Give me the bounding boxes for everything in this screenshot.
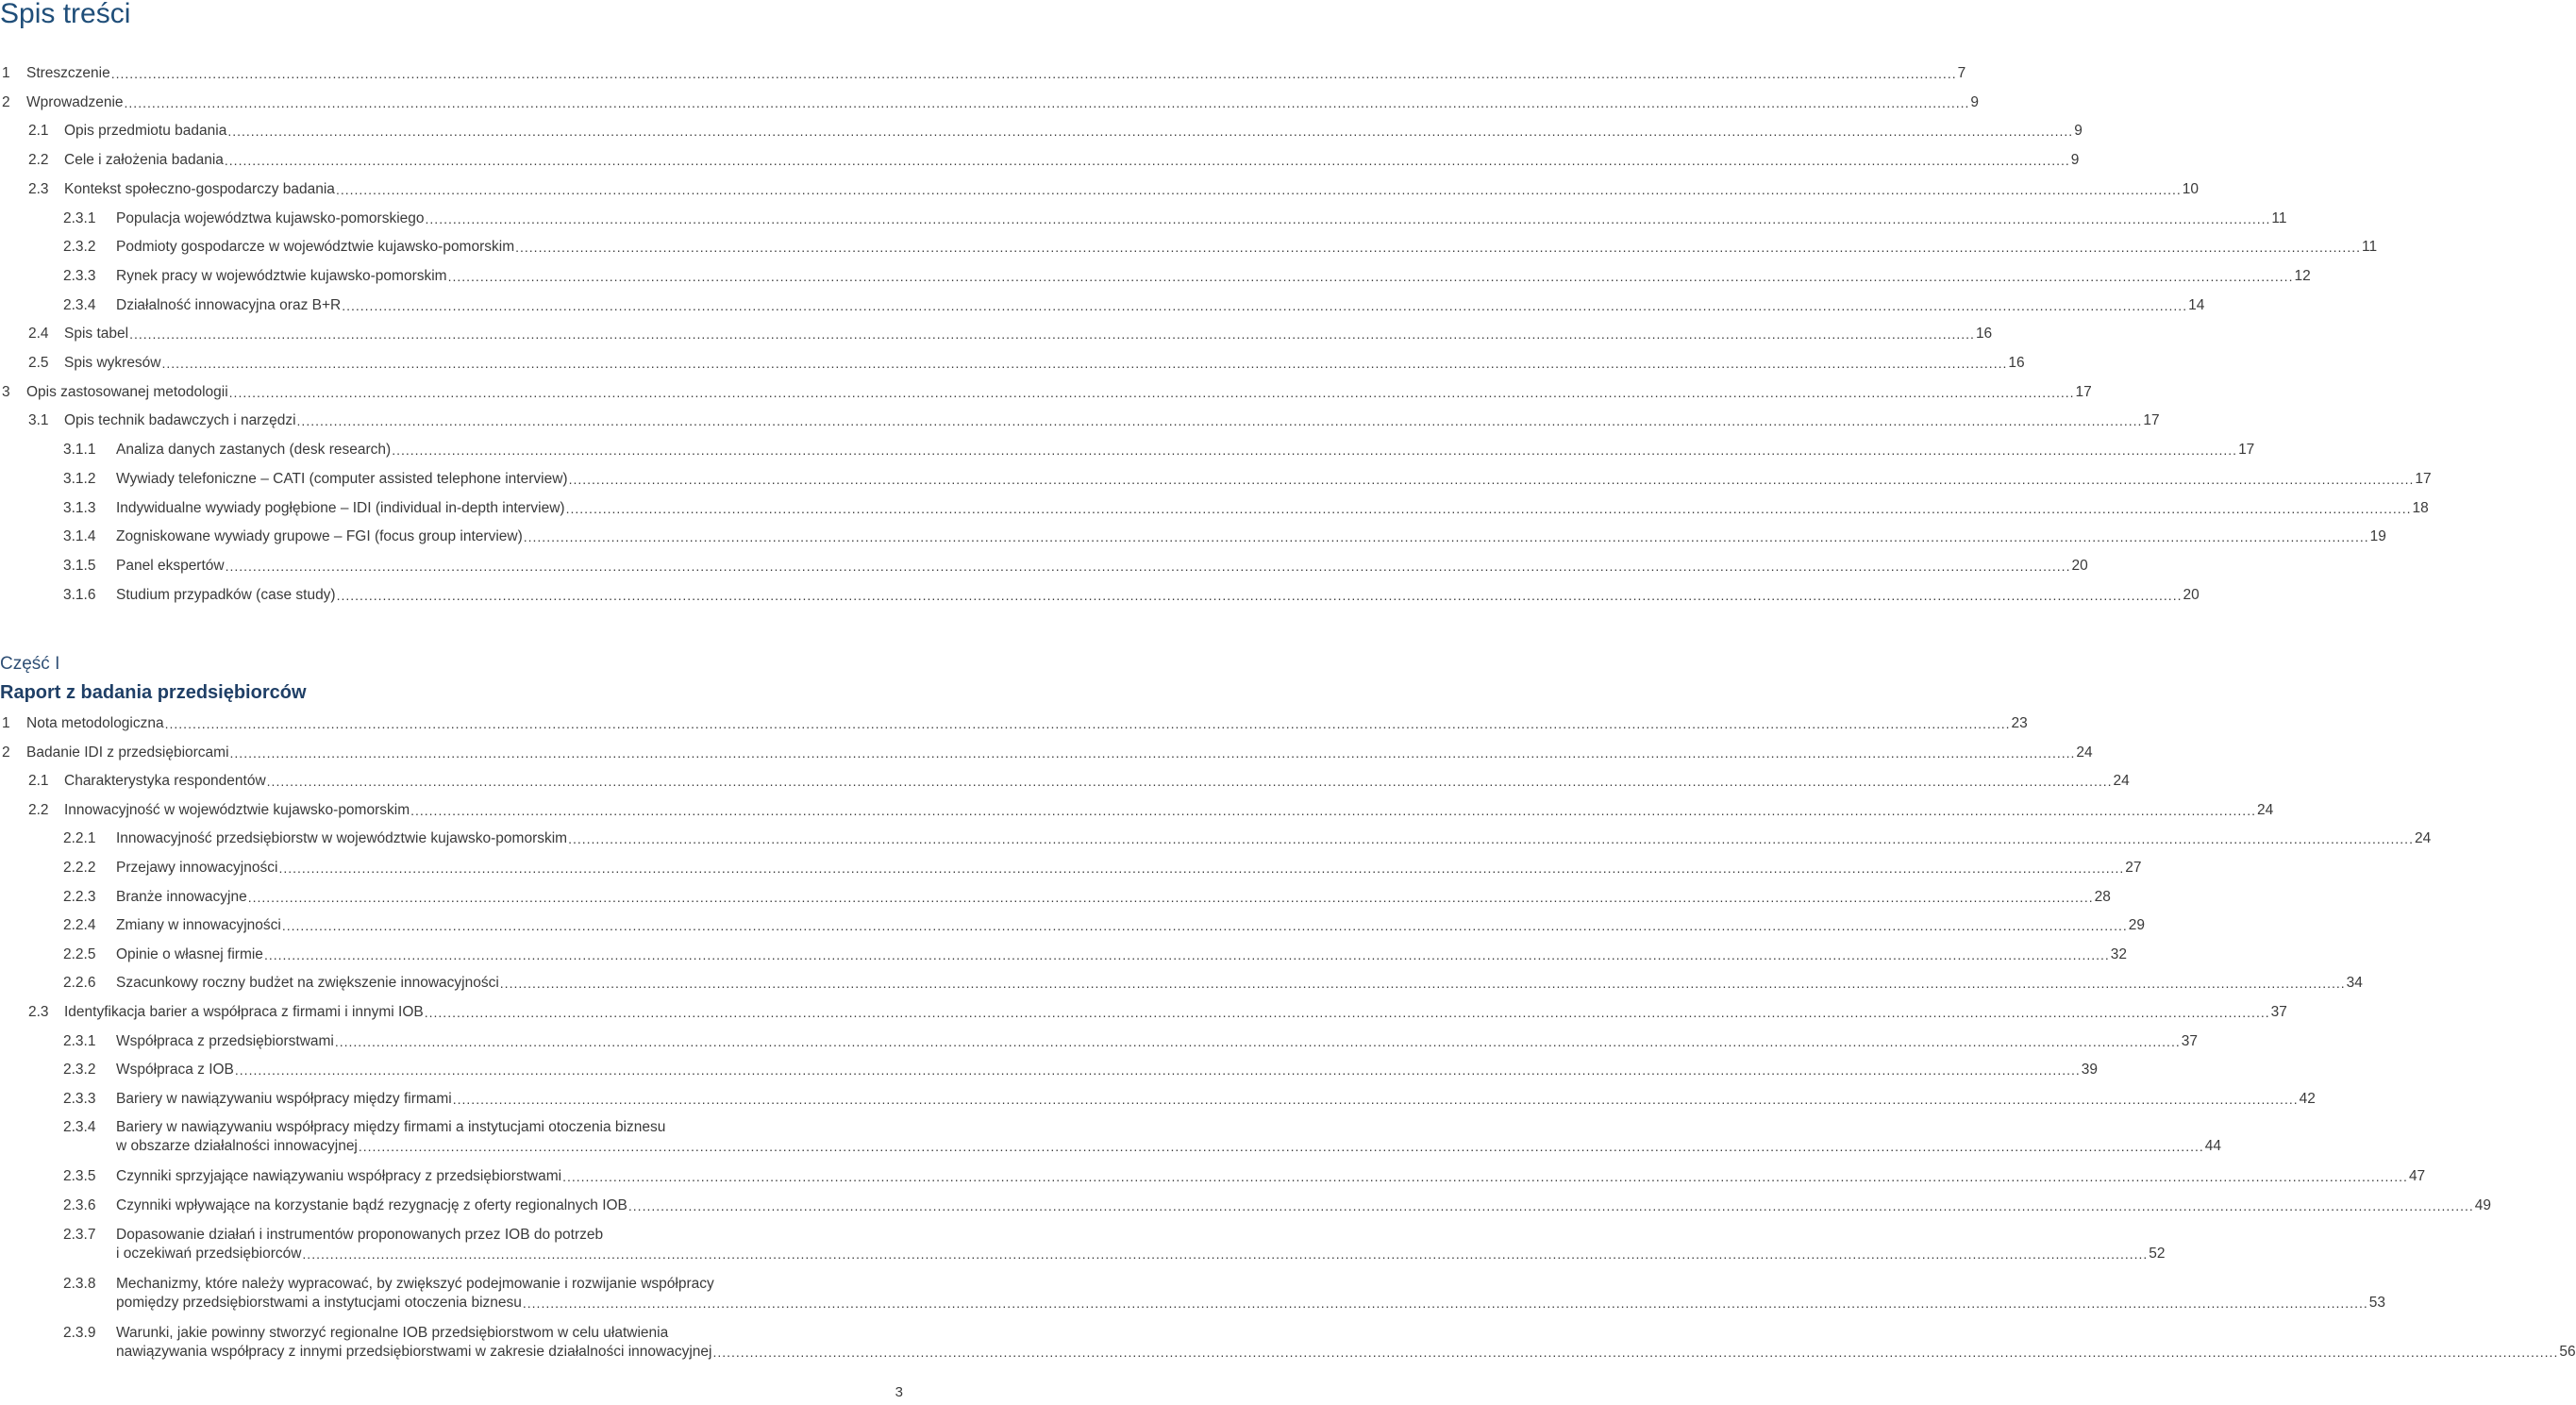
dot-leader: ................................................................................................................................................................................................................................................................................................................................................................................................................ bbox=[522, 1295, 2368, 1311]
toc-entry-body bbox=[64, 1003, 2287, 1022]
toc-entry-line bbox=[116, 974, 2363, 993]
dot-leader: ................................................................................................................................................................................................................................................................................................................................................................................................................ bbox=[247, 889, 2094, 905]
toc-entry-title: Badanie IDI z przedsiębiorcami bbox=[26, 744, 229, 761]
toc-entry-page: 14 bbox=[2188, 296, 2205, 313]
toc-entry-page: 29 bbox=[2128, 917, 2145, 934]
toc-entry-page: 44 bbox=[2204, 1138, 2221, 1155]
toc-entry-number: 2.3.9 bbox=[63, 1324, 96, 1341]
toc-entry-page: 20 bbox=[2183, 586, 2200, 603]
toc-entry-body bbox=[116, 829, 2432, 848]
toc-entry-body bbox=[26, 383, 2092, 402]
dot-leader: ................................................................................................................................................................................................................................................................................................................................................................................................................ bbox=[562, 1169, 2408, 1185]
toc-entry-body bbox=[64, 772, 2130, 791]
dot-leader: ................................................................................................................................................................................................................................................................................................................................................................................................................ bbox=[225, 558, 2071, 574]
toc-entry-body bbox=[64, 801, 2274, 820]
toc-entry-title: Współpraca z przedsiębiorstwami bbox=[116, 1032, 334, 1049]
toc-entry-number: 2.2.5 bbox=[63, 945, 96, 962]
toc-entry-title: Bariery w nawiązywaniu współpracy między firmami bbox=[116, 1090, 452, 1107]
dot-leader: ................................................................................................................................................................................................................................................................................................................................................................................................................ bbox=[392, 443, 2238, 459]
toc-entry-body bbox=[116, 267, 2311, 286]
toc-entry-body bbox=[116, 916, 2145, 935]
toc-entry-number: 2.1 bbox=[28, 123, 49, 140]
toc-entry-body bbox=[116, 1118, 2221, 1156]
toc-entry-number: 2.3.3 bbox=[63, 1090, 96, 1107]
dot-leader: ................................................................................................................................................................................................................................................................................................................................................................................................................ bbox=[627, 1198, 2474, 1213]
toc-entry-title: Spis wykresów bbox=[64, 355, 161, 371]
toc-entry-line bbox=[116, 296, 2205, 315]
toc-entry-line bbox=[64, 180, 2200, 199]
toc-entry-body bbox=[116, 974, 2363, 993]
toc-entry-title: Populacja województwa kujawsko-pomorskiego bbox=[116, 209, 425, 226]
toc-entry-line bbox=[116, 1294, 2385, 1313]
toc-entry-body bbox=[116, 586, 2200, 605]
toc-entry-number: 2 bbox=[2, 744, 10, 761]
toc-entry-body bbox=[116, 1196, 2492, 1215]
toc-entry-number: 3.1.4 bbox=[63, 528, 96, 545]
toc-entry-title: Charakterystyka respondentów bbox=[64, 773, 266, 790]
toc-entry-body bbox=[26, 64, 1966, 83]
toc-entry-title: Czynniki sprzyjające nawiązywaniu współpracy z przedsiębiorstwami bbox=[116, 1168, 562, 1185]
dot-leader: ................................................................................................................................................................................................................................................................................................................................................................................................................ bbox=[161, 356, 2008, 371]
toc-entry-line bbox=[64, 354, 2025, 373]
dot-leader: ................................................................................................................................................................................................................................................................................................................................................................................................................ bbox=[302, 1246, 2149, 1262]
dot-leader: ................................................................................................................................................................................................................................................................................................................................................................................................................ bbox=[228, 384, 2075, 400]
toc-entry-number: 2.3.1 bbox=[63, 209, 96, 226]
toc-entry-title: Warunki, jakie powinny stworzyć regionalne IOB przedsiębiorstwom w celu ułatwienia bbox=[116, 1324, 669, 1341]
toc-entry-title: Opinie o własnej firmie bbox=[116, 945, 263, 962]
toc-entry-number: 2.1 bbox=[28, 773, 49, 790]
toc-entry-number: 2.5 bbox=[28, 355, 49, 371]
toc-entry-number: 3.1.2 bbox=[63, 470, 96, 487]
toc-entry-line bbox=[116, 1061, 2099, 1079]
toc-entry-line bbox=[116, 859, 2142, 878]
toc-entry-title: Opis technik badawczych i narzędzi bbox=[64, 412, 296, 429]
dot-leader: ................................................................................................................................................................................................................................................................................................................................................................................................................ bbox=[712, 1344, 2559, 1360]
toc-entry-number: 2.2.2 bbox=[63, 860, 96, 876]
toc-entry-page: 19 bbox=[2369, 528, 2386, 545]
toc-entry-page: 39 bbox=[2081, 1062, 2099, 1079]
toc-entry-number: 3 bbox=[2, 383, 10, 400]
toc-entry-number: 2.3 bbox=[28, 1004, 49, 1020]
dot-leader: ................................................................................................................................................................................................................................................................................................................................................................................................................ bbox=[335, 181, 2182, 197]
toc-entry-page: 17 bbox=[2075, 383, 2092, 400]
toc-entry-line bbox=[116, 1343, 2576, 1362]
toc-entry-number: 2.3.2 bbox=[63, 239, 96, 256]
toc-entry-number: 2.3.5 bbox=[63, 1168, 96, 1185]
toc-entry-page: 52 bbox=[2149, 1245, 2166, 1262]
toc-entry-body bbox=[64, 411, 2160, 430]
toc-entry-title: Zmiany w innowacyjności bbox=[116, 917, 281, 934]
toc-entry-page: 12 bbox=[2294, 267, 2311, 284]
toc-entry-line bbox=[116, 945, 2128, 964]
toc-entry-title: Nota metodologiczna bbox=[26, 715, 164, 731]
toc-entry-number: 2.3.4 bbox=[63, 296, 96, 313]
toc-entry-page: 37 bbox=[2270, 1004, 2287, 1020]
toc-entry-line bbox=[64, 325, 1993, 343]
toc-entry-title: Indywidualne wywiady pogłębione – IDI (individual in-depth interview) bbox=[116, 499, 565, 516]
toc-entry-title: Kontekst społeczno-gospodarczy badania bbox=[64, 180, 335, 197]
toc-entry-number: 1 bbox=[2, 715, 10, 731]
toc-entry-page: 53 bbox=[2368, 1294, 2385, 1311]
toc-entry-line bbox=[116, 441, 2255, 460]
toc-entry-line bbox=[64, 151, 2080, 170]
toc-entry-number: 1 bbox=[2, 65, 10, 81]
toc-entry-page: 17 bbox=[2238, 442, 2255, 459]
toc-entry-page: 37 bbox=[2181, 1032, 2198, 1049]
dot-leader: ................................................................................................................................................................................................................................................................................................................................................................................................................ bbox=[263, 946, 2110, 962]
toc-entry-page: 49 bbox=[2474, 1197, 2492, 1213]
toc-entry-line bbox=[116, 1245, 2166, 1263]
toc-entry-body bbox=[26, 714, 2028, 733]
toc-entry-line bbox=[116, 499, 2429, 518]
toc-entry-body bbox=[116, 1032, 2198, 1051]
toc-entry-line bbox=[116, 1090, 2316, 1109]
toc-entry-line bbox=[64, 772, 2130, 791]
toc-entry-body bbox=[116, 888, 2111, 907]
toc-entry-line bbox=[64, 1003, 2287, 1022]
toc-entry-title: Opis zastosowanej metodologii bbox=[26, 383, 228, 400]
toc-entry-body bbox=[116, 527, 2386, 546]
toc-entry-body bbox=[64, 354, 2025, 373]
dot-leader: ................................................................................................................................................................................................................................................................................................................................................................................................................ bbox=[336, 587, 2183, 603]
toc-entry-page: 17 bbox=[2143, 412, 2160, 429]
toc-entry-page: 16 bbox=[2008, 355, 2025, 371]
toc-entry-page: 24 bbox=[2076, 744, 2093, 761]
dot-leader: ................................................................................................................................................................................................................................................................................................................................................................................................................ bbox=[266, 774, 2113, 790]
page-title: Spis treści bbox=[0, 0, 131, 29]
dot-leader: ................................................................................................................................................................................................................................................................................................................................................................................................................ bbox=[334, 1033, 2181, 1049]
toc-entry-body bbox=[116, 1061, 2099, 1079]
toc-entry-page: 23 bbox=[2011, 715, 2028, 731]
toc-entry-number: 2.2 bbox=[28, 152, 49, 169]
dot-leader: ................................................................................................................................................................................................................................................................................................................................................................................................................ bbox=[281, 918, 2128, 934]
toc-entry-line bbox=[116, 1032, 2198, 1051]
toc-entry-title: Spis tabel bbox=[64, 326, 129, 343]
toc-entry-page: 9 bbox=[2074, 123, 2083, 140]
toc-entry-title: Panel ekspertów bbox=[116, 557, 225, 574]
toc-entry-body bbox=[116, 945, 2128, 964]
toc-entry-title: Działalność innowacyjna oraz B+R bbox=[116, 296, 342, 313]
toc-entry-line bbox=[26, 714, 2028, 733]
toc-entry-line bbox=[116, 1167, 2426, 1186]
toc-entry-body bbox=[116, 296, 2205, 315]
dot-leader: ................................................................................................................................................................................................................................................................................................................................................................................................................ bbox=[452, 1091, 2299, 1107]
toc-entry-line bbox=[116, 557, 2088, 576]
dot-leader: ................................................................................................................................................................................................................................................................................................................................................................................................................ bbox=[124, 94, 1970, 110]
toc-entry-number: 2.3.4 bbox=[63, 1119, 96, 1136]
toc-entry-title: Wprowadzenie bbox=[26, 93, 124, 110]
toc-entry-number: 2.3.1 bbox=[63, 1032, 96, 1049]
toc-entry-page: 24 bbox=[2113, 773, 2130, 790]
toc-entry-body bbox=[116, 238, 2378, 257]
toc-entry-number: 2.4 bbox=[28, 326, 49, 343]
toc-entry-number: 2.3.7 bbox=[63, 1226, 96, 1243]
dot-leader: ................................................................................................................................................................................................................................................................................................................................................................................................................ bbox=[227, 124, 2074, 140]
toc-entry-number: 2.2.3 bbox=[63, 888, 96, 905]
toc-entry-line bbox=[64, 122, 2083, 141]
toc-entry-line bbox=[116, 916, 2145, 935]
toc-entry-line bbox=[116, 829, 2432, 848]
toc-entry-number: 2.2.4 bbox=[63, 917, 96, 934]
toc-entry-body bbox=[116, 441, 2255, 460]
toc-entry-title: Dopasowanie działań i instrumentów proponowanych przez IOB do potrzeb bbox=[116, 1226, 604, 1243]
dot-leader: ................................................................................................................................................................................................................................................................................................................................................................................................................ bbox=[424, 1005, 2270, 1020]
dot-leader: ................................................................................................................................................................................................................................................................................................................................................................................................................ bbox=[296, 413, 2143, 429]
toc-entry-number: 3.1.6 bbox=[63, 586, 96, 603]
toc-entry-line bbox=[116, 888, 2111, 907]
part-title: Raport z badania przedsiębiorców bbox=[0, 682, 307, 703]
toc-entry-body bbox=[64, 180, 2200, 199]
toc-entry-body bbox=[116, 859, 2142, 878]
toc-entry-number: 2.3.3 bbox=[63, 267, 96, 284]
toc-entry-title-continued: nawiązywania współpracy z innymi przedsiębiorstwami w zakresie działalności innowacyjnej bbox=[116, 1343, 712, 1360]
toc-entry-number: 2.2.1 bbox=[63, 830, 96, 847]
toc-entry-body bbox=[116, 557, 2088, 576]
dot-leader: ................................................................................................................................................................................................................................................................................................................................................................................................................ bbox=[358, 1139, 2204, 1155]
toc-entry-body bbox=[116, 1324, 2576, 1362]
dot-leader: ................................................................................................................................................................................................................................................................................................................................................................................................................ bbox=[515, 240, 2361, 256]
toc-entry-body bbox=[64, 151, 2080, 170]
toc-entry-number: 2.3 bbox=[28, 180, 49, 197]
toc-entry-page: 47 bbox=[2408, 1168, 2426, 1185]
toc-entry-line bbox=[26, 744, 2093, 762]
toc-entry-number: 3.1.3 bbox=[63, 499, 96, 516]
toc-entry-number: 3.1 bbox=[28, 412, 49, 429]
toc-entry-page: 10 bbox=[2182, 180, 2200, 197]
toc-entry-title: Podmioty gospodarcze w województwie kujawsko-pomorskim bbox=[116, 239, 515, 256]
toc-entry-number: 2.3.6 bbox=[63, 1197, 96, 1213]
toc-entry-page: 9 bbox=[1970, 93, 1980, 110]
toc-entry-page: 17 bbox=[2415, 470, 2432, 487]
toc-entry-body bbox=[116, 1226, 2166, 1263]
dot-leader: ................................................................................................................................................................................................................................................................................................................................................................................................................ bbox=[164, 716, 2011, 731]
dot-leader: ................................................................................................................................................................................................................................................................................................................................................................................................................ bbox=[129, 326, 1975, 343]
toc-entry-title: Streszczenie bbox=[26, 65, 110, 81]
dot-leader: ................................................................................................................................................................................................................................................................................................................................................................................................................ bbox=[342, 297, 2188, 313]
toc-entry-number: 2 bbox=[2, 93, 10, 110]
page-number: 3 bbox=[895, 1384, 903, 1400]
toc-entry-page: 32 bbox=[2110, 945, 2128, 962]
toc-entry-page: 11 bbox=[2271, 209, 2287, 226]
toc-entry-title: Mechanizmy, które należy wypracować, by zwiększyć podejmowanie i rozwijanie współpracy bbox=[116, 1275, 714, 1292]
toc-entry-title: Innowacyjność przedsiębiorstw w województwie kujawsko-pomorskim bbox=[116, 830, 568, 847]
dot-leader: ................................................................................................................................................................................................................................................................................................................................................................................................................ bbox=[229, 744, 2076, 761]
toc-entry-body bbox=[116, 1275, 2385, 1313]
toc-entry-number: 2.3.2 bbox=[63, 1062, 96, 1079]
dot-leader: ................................................................................................................................................................................................................................................................................................................................................................................................................ bbox=[278, 861, 2125, 876]
toc-entry-body bbox=[116, 209, 2287, 228]
toc-entry-number: 2.3.8 bbox=[63, 1275, 96, 1292]
dot-leader: ................................................................................................................................................................................................................................................................................................................................................................................................................ bbox=[499, 976, 2346, 992]
toc-entry-title: Opis przedmiotu badania bbox=[64, 123, 227, 140]
toc-entry-page: 34 bbox=[2346, 975, 2363, 992]
toc-entry-number: 2.2 bbox=[28, 801, 49, 818]
toc-entry-body bbox=[26, 93, 1980, 112]
toc-entry-line bbox=[26, 64, 1966, 83]
dot-leader: ................................................................................................................................................................................................................................................................................................................................................................................................................ bbox=[224, 153, 2070, 169]
toc-entry-page: 24 bbox=[2256, 801, 2274, 818]
toc-entry-page: 27 bbox=[2125, 860, 2142, 876]
toc-entry-body bbox=[116, 1090, 2316, 1109]
toc-entry-page: 42 bbox=[2299, 1090, 2316, 1107]
toc-entry-number: 2.2.6 bbox=[63, 975, 96, 992]
toc-entry-page: 11 bbox=[2361, 239, 2378, 256]
toc-entry-line bbox=[116, 1196, 2492, 1215]
toc-entry-line bbox=[64, 411, 2160, 430]
toc-entry-body bbox=[116, 499, 2429, 518]
toc-entry-title-continued: w obszarze działalności innowacyjnej bbox=[116, 1138, 358, 1155]
toc-entry-title: Branże innowacyjne bbox=[116, 888, 247, 905]
toc-entry-body bbox=[64, 325, 1993, 343]
toc-entry-number: 3.1.1 bbox=[63, 442, 96, 459]
toc-entry-body bbox=[64, 122, 2083, 141]
toc-entry-page: 20 bbox=[2071, 557, 2088, 574]
toc-entry-line bbox=[116, 470, 2432, 489]
dot-leader: ................................................................................................................................................................................................................................................................................................................................................................................................................ bbox=[234, 1062, 2081, 1079]
toc-entry-page: 16 bbox=[1975, 326, 1993, 343]
toc-entry-title: Wywiady telefoniczne – CATI (computer assisted telephone interview) bbox=[116, 470, 568, 487]
dot-leader: ................................................................................................................................................................................................................................................................................................................................................................................................................ bbox=[425, 210, 2271, 226]
toc-entry-title: Bariery w nawiązywaniu współpracy między firmami a instytucjami otoczenia biznesu bbox=[116, 1119, 666, 1136]
dot-leader: ................................................................................................................................................................................................................................................................................................................................................................................................................ bbox=[410, 802, 2256, 818]
toc-entry-title: Cele i założenia badania bbox=[64, 152, 224, 169]
dot-leader: ................................................................................................................................................................................................................................................................................................................................................................................................................ bbox=[523, 529, 2369, 545]
toc-entry-page: 7 bbox=[1957, 65, 1966, 81]
toc-entry-body bbox=[116, 470, 2432, 489]
toc-entry-page: 18 bbox=[2412, 499, 2429, 516]
toc-entry-line bbox=[26, 383, 2092, 402]
toc-entry-number: 3.1.5 bbox=[63, 557, 96, 574]
toc-entry-title: Przejawy innowacyjności bbox=[116, 860, 278, 876]
toc-entry-line bbox=[116, 267, 2311, 286]
toc-entry-title: Identyfikacja barier a współpraca z firmami i innymi IOB bbox=[64, 1004, 424, 1020]
toc-entry-title: Analiza danych zastanych (desk research) bbox=[116, 442, 392, 459]
part-label: Część I bbox=[0, 654, 60, 674]
toc-entry-line bbox=[116, 586, 2200, 605]
dot-leader: ................................................................................................................................................................................................................................................................................................................................................................................................................ bbox=[447, 268, 2294, 284]
toc-entry-title-continued: pomiędzy przedsiębiorstwami a instytucjami otoczenia biznesu bbox=[116, 1294, 522, 1311]
dot-leader: ................................................................................................................................................................................................................................................................................................................................................................................................................ bbox=[568, 471, 2415, 487]
dot-leader: ................................................................................................................................................................................................................................................................................................................................................................................................................ bbox=[568, 831, 2414, 847]
toc-entry-title: Innowacyjność w województwie kujawsko-pomorskim bbox=[64, 801, 410, 818]
toc-entry-page: 24 bbox=[2414, 830, 2432, 847]
toc-entry-line bbox=[116, 527, 2386, 546]
toc-entry-title: Współpraca z IOB bbox=[116, 1062, 234, 1079]
toc-entry-title: Czynniki wpływające na korzystanie bądź rezygnację z oferty regionalnych IOB bbox=[116, 1197, 627, 1213]
toc-entry-line bbox=[26, 93, 1980, 112]
toc-entry-body bbox=[26, 744, 2093, 762]
dot-leader: ................................................................................................................................................................................................................................................................................................................................................................................................................ bbox=[565, 500, 2412, 516]
toc-entry-line bbox=[116, 1137, 2221, 1156]
toc-entry-page: 56 bbox=[2559, 1343, 2576, 1360]
toc-entry-line bbox=[116, 209, 2287, 228]
toc-entry-line bbox=[64, 801, 2274, 820]
toc-entry-line bbox=[116, 238, 2378, 257]
toc-entry-title: Rynek pracy w województwie kujawsko-pomorskim bbox=[116, 267, 447, 284]
toc-entry-title-continued: i oczekiwań przedsiębiorców bbox=[116, 1245, 302, 1262]
toc-entry-page: 28 bbox=[2094, 888, 2111, 905]
toc-entry-title: Zogniskowane wywiady grupowe – FGI (focus group interview) bbox=[116, 528, 523, 545]
toc-entry-page: 9 bbox=[2070, 152, 2080, 169]
toc-entry-title: Szacunkowy roczny budżet na zwiększenie innowacyjności bbox=[116, 975, 499, 992]
toc-entry-body bbox=[116, 1167, 2426, 1186]
toc-entry-title: Studium przypadków (case study) bbox=[116, 586, 336, 603]
dot-leader: ................................................................................................................................................................................................................................................................................................................................................................................................................ bbox=[110, 66, 1957, 81]
